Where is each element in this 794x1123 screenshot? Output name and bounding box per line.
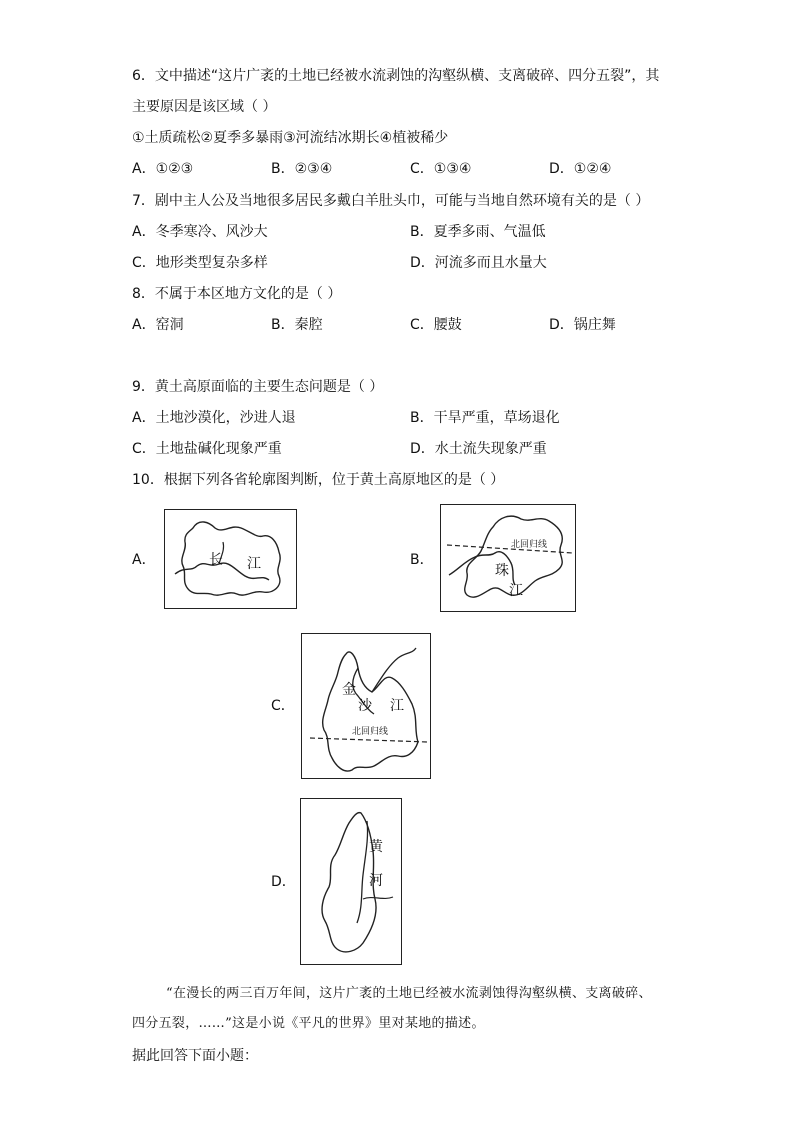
- map-c-label-sha: 沙: [358, 698, 372, 714]
- map-c-label-tropic: 北回归线: [352, 727, 389, 737]
- q10-map-d-option: D．: [271, 874, 296, 890]
- map-a-label-jiang: 江: [247, 556, 261, 572]
- map-c-outline: [301, 633, 431, 779]
- q6-option-b: B．②③④: [271, 161, 333, 177]
- q10-stem: 10．根据下列各省轮廓图判断，位于黄土高原地区的是（ ）: [132, 472, 505, 488]
- map-b-label-jiang: 江: [509, 583, 523, 599]
- map-c-label-jin: 金: [342, 682, 356, 698]
- q9-option-d: D．水土流失现象严重: [410, 441, 547, 457]
- q9-stem: 9．黄土高原面临的主要生态问题是（ ）: [132, 379, 384, 395]
- map-c-label-jiang: 江: [390, 698, 404, 714]
- map-d-drawing: [301, 799, 403, 966]
- q8-option-b: B．秦腔: [271, 317, 323, 333]
- map-a-outline: [164, 509, 297, 609]
- q9-option-b: B．干旱严重，草场退化: [410, 410, 560, 426]
- map-b-label-tropic: 北回归线: [511, 540, 548, 550]
- passage-line2: 四分五裂，……”这是小说《平凡的世界》里对某地的描述。: [132, 1016, 485, 1031]
- q10-map-a-option: A．: [132, 552, 156, 568]
- q7-option-b: B．夏季多雨、气温低: [410, 224, 546, 240]
- q6-stem-line2: 主要原因是该区域（ ）: [132, 99, 277, 115]
- q6-stem-line1: 6．文中描述“这片广袤的土地已经被水流剥蚀的沟壑纵横、支离破碎、四分五裂”，其: [132, 68, 660, 84]
- q6-option-d: D．①②④: [549, 161, 612, 177]
- map-d-label-huang: 黄: [369, 839, 383, 855]
- q10-map-c-option: C．: [271, 698, 295, 714]
- passage-line1: “在漫长的两三百万年间，这片广袤的土地已经被水流剥蚀得沟壑纵横、支离破碎、: [166, 986, 652, 1001]
- q10-map-b-option: B．: [410, 552, 434, 568]
- map-b-outline: [440, 504, 576, 612]
- q7-option-d: D．河流多而且水量大: [410, 255, 547, 271]
- q8-option-c: C．腰鼓: [410, 317, 462, 333]
- q6-option-a: A．①②③: [132, 161, 194, 177]
- q9-option-c: C．土地盐碱化现象严重: [132, 441, 282, 457]
- q7-stem: 7．剧中主人公及当地很多居民多戴白羊肚头巾，可能与当地自然环境有关的是（ ）: [132, 193, 650, 209]
- q6-option-c: C．①③④: [410, 161, 472, 177]
- q6-items: ①土质疏松②夏季多暴雨③河流结冰期长④植被稀少: [132, 130, 449, 146]
- map-d-outline: [300, 798, 402, 965]
- q8-stem: 8．不属于本区地方文化的是（ ）: [132, 286, 342, 302]
- q8-option-a: A．窑洞: [132, 317, 184, 333]
- map-d-label-he: 河: [369, 873, 383, 889]
- map-b-label-zhu: 珠: [495, 563, 509, 579]
- map-a-drawing: [165, 510, 298, 610]
- q7-option-a: A．冬季寒冷、风沙大: [132, 224, 268, 240]
- q8-option-d: D．锅庄舞: [549, 317, 616, 333]
- q7-option-c: C．地形类型复杂多样: [132, 255, 268, 271]
- passage-instruction: 据此回答下面小题：: [132, 1048, 258, 1064]
- map-a-label-chang: 长: [209, 552, 223, 568]
- q9-option-a: A．土地沙漠化，沙进人退: [132, 410, 296, 426]
